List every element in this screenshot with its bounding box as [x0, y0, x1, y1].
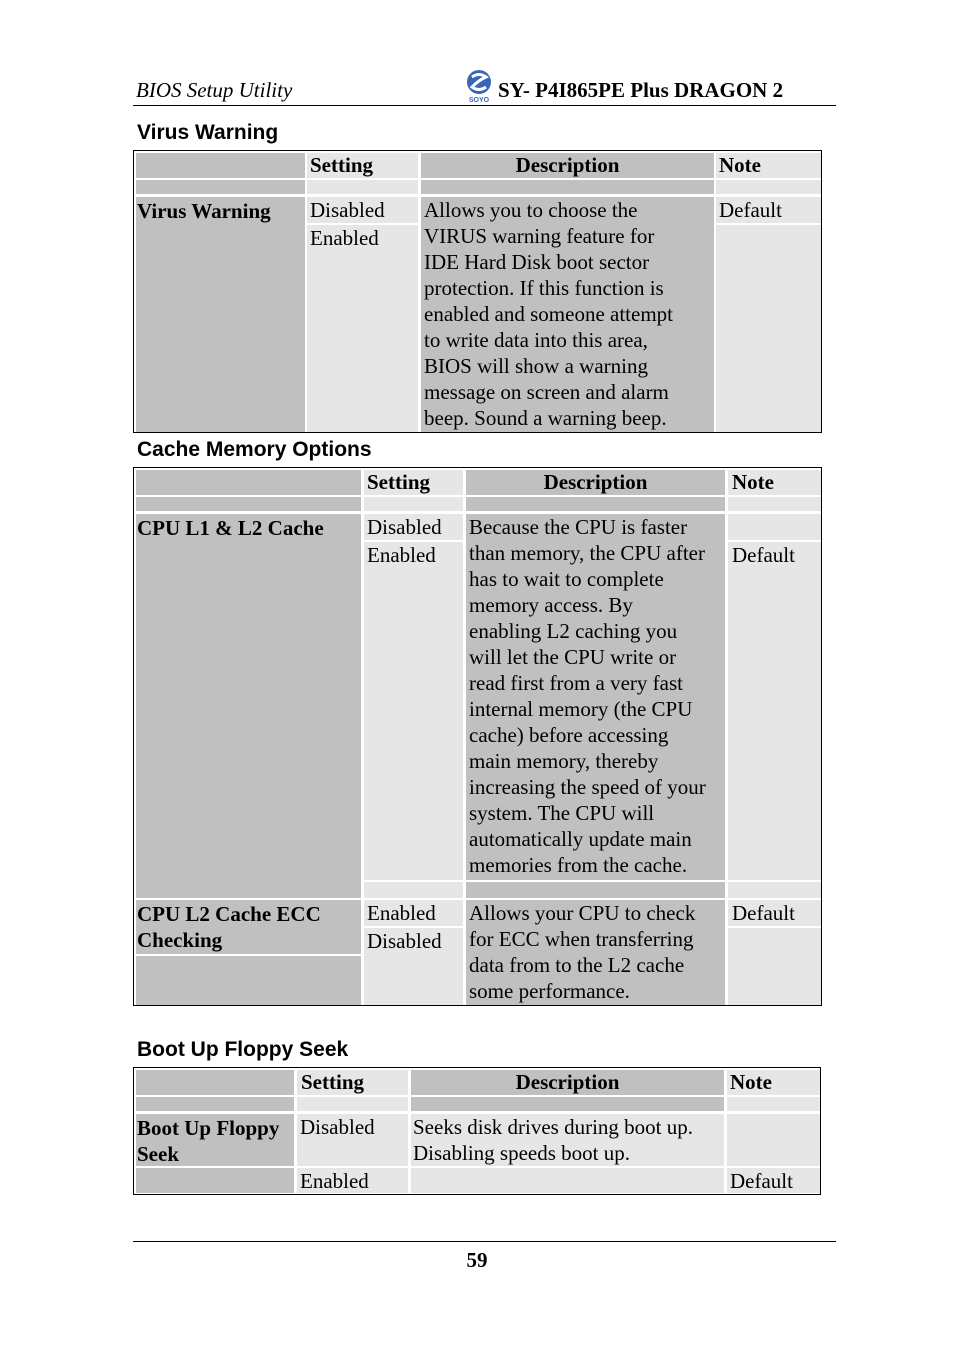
- column-header-setting: Setting: [301, 1070, 364, 1094]
- description-text: Seeks disk drives during boot up. Disabling speeds boot up.: [413, 1115, 693, 1165]
- soyo-logo-icon: [463, 68, 495, 104]
- note-default: Default: [732, 901, 795, 925]
- option-enabled: Enabled: [300, 1169, 369, 1193]
- svg-text:SOYO: SOYO: [468, 97, 490, 104]
- option-enabled: Enabled: [367, 543, 436, 567]
- cache-memory-table: [133, 467, 822, 1006]
- note-default: Default: [719, 198, 782, 222]
- setting-name-cpu-l2-cache-ecc-checking: CPU L2 Cache ECC Checking: [137, 902, 321, 952]
- note-default: Default: [732, 543, 795, 567]
- column-header-note: Note: [732, 470, 774, 494]
- option-disabled: Disabled: [367, 515, 442, 539]
- description-text: Allows your CPU to check for ECC when transferring data from to the L2 cache some performance.: [469, 901, 696, 1003]
- column-header-note: Note: [719, 153, 761, 177]
- option-enabled: Enabled: [367, 901, 436, 925]
- setting-name-cpu-l1-l2-cache: CPU L1 & L2 Cache: [137, 516, 324, 540]
- section-title-cache-memory: Cache Memory Options: [137, 438, 372, 461]
- option-disabled: Disabled: [300, 1115, 375, 1139]
- column-header-setting: Setting: [310, 153, 373, 177]
- section-title-virus-warning: Virus Warning: [137, 121, 279, 144]
- header-model-name: SY- P4I865PE Plus DRAGON 2: [498, 78, 784, 102]
- column-header-description: Description: [515, 1070, 620, 1094]
- column-header-setting: Setting: [367, 470, 430, 494]
- virus-warning-table: [133, 150, 822, 433]
- description-text: Allows you to choose the VIRUS warning feature for IDE Hard Disk boot sector protection. If this function is enabled and someone attempt to write data into this area, BIOS will show a warning message on screen and alarm beep. Sound a warning beep.: [424, 198, 673, 430]
- option-disabled: Disabled: [310, 198, 385, 222]
- header-rule: [133, 105, 836, 106]
- column-header-description: Description: [543, 470, 648, 494]
- page-number: 59: [466, 1248, 488, 1272]
- setting-name-boot-up-floppy-seek: Boot Up Floppy Seek: [137, 1116, 280, 1166]
- boot-up-floppy-seek-table: [133, 1067, 821, 1195]
- setting-name-virus-warning: Virus Warning: [137, 199, 271, 223]
- option-enabled: Enabled: [310, 226, 379, 250]
- section-title-boot-up-floppy-seek: Boot Up Floppy Seek: [137, 1038, 349, 1061]
- option-disabled: Disabled: [367, 929, 442, 953]
- column-header-description: Description: [515, 153, 620, 177]
- footer-rule: [133, 1241, 836, 1242]
- description-text: Because the CPU is faster than memory, the CPU after has to wait to complete memory access. By enabling L2 caching you will let the CPU write or read first from a very fast internal memory (the CPU cache) before accessing main memory, thereby increasing the speed of your system. The CPU will automatically update main memories from the cache.: [469, 515, 706, 877]
- header-manual-title: BIOS Setup Utility: [136, 78, 293, 102]
- note-default: Default: [730, 1169, 793, 1193]
- column-header-note: Note: [730, 1070, 772, 1094]
